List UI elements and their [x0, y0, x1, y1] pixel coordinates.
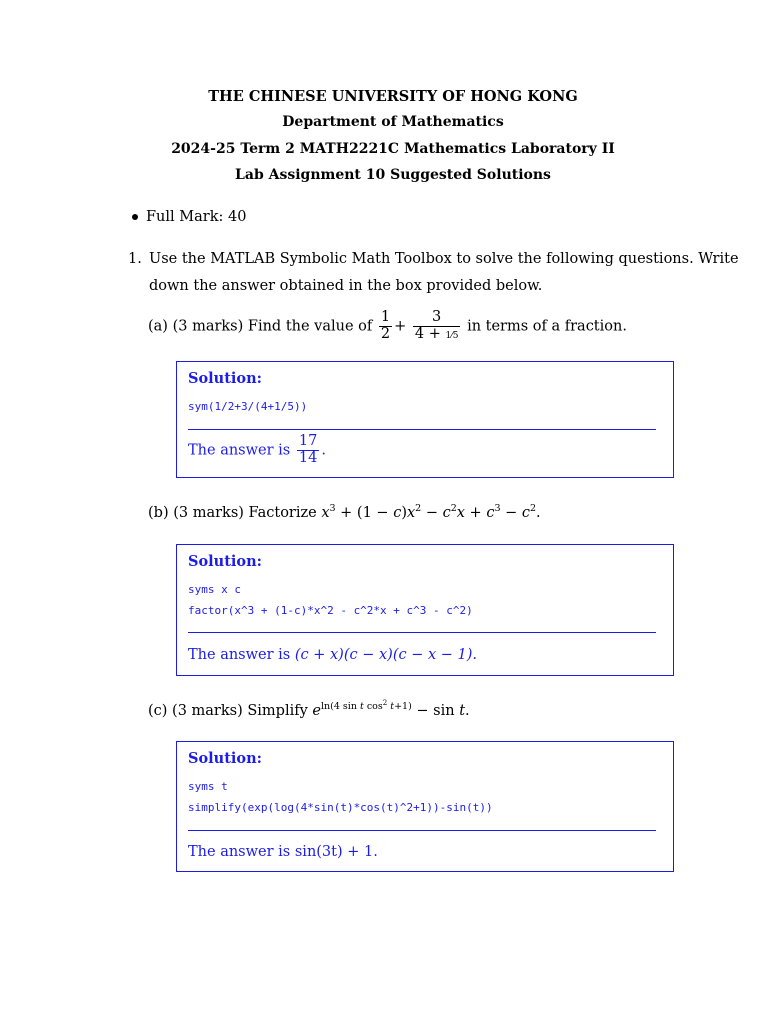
part-b-label: (b)	[148, 504, 169, 521]
code-line: sym(1/2+3/(4+1/5))	[188, 400, 308, 413]
divider	[188, 632, 656, 633]
answer-prefix: The answer is	[188, 844, 291, 860]
code-line: syms t	[188, 780, 228, 793]
part-c-prompt	[148, 699, 470, 719]
code-line: syms x c	[188, 583, 241, 596]
divider	[188, 429, 656, 430]
answer-line: The answer is $\frac{17}{14}$ .	[188, 433, 326, 466]
part-c-prompt-text: (3 marks) Simplify	[172, 702, 308, 719]
part-b-prompt	[148, 503, 541, 521]
part-b-prompt-text: (3 marks) Factorize	[173, 504, 317, 521]
answer-prefix: The answer is	[188, 442, 291, 459]
math-fraction: $\frac{1}{2}$	[380, 309, 391, 342]
solution-label: Solution:	[188, 553, 262, 570]
answer-expression: (c + x)(c − x)(c − x − 1).	[294, 647, 478, 663]
math-expression: $e^{ln(4 sin t cos^2 t+1)} - \sin t$.	[312, 699, 470, 719]
part-a-prompt-text: (3 marks) Find the value of	[172, 318, 373, 335]
department-title: Department of Mathematics	[282, 114, 504, 130]
math-expression: $x^3 + (1 - c)x^2 - c^2x + c^3 - c^2$.	[321, 503, 541, 521]
part-a-label: (a)	[148, 318, 168, 335]
answer-line	[188, 844, 378, 860]
question-number: 1.	[128, 251, 142, 267]
solution-label: Solution:	[188, 750, 262, 767]
part-a-prompt: (a) (3 marks) Find the value of $\frac{1}{2}$ + $\frac{3}{4 + 1⁄5}$ in terms of a fraction.	[148, 309, 627, 342]
math-fraction: $\frac{3}{4 + 1⁄5}$	[414, 309, 459, 342]
bullet-icon	[132, 214, 138, 220]
question-text-line2: down the answer obtained in the box provided below.	[149, 278, 543, 294]
answer-expression: sin(3t) + 1.	[294, 844, 378, 860]
part-c-label: (c)	[148, 702, 168, 719]
code-line: factor(x^3 + (1-c)*x^2 - c^2*x + c^3 - c^2)	[188, 604, 473, 617]
part-a-suffix: in terms of a fraction.	[467, 318, 627, 335]
code-line: simplify(exp(log(4*sin(t)*cos(t)^2+1))-sin(t))	[188, 801, 493, 814]
assignment-title: Lab Assignment 10 Suggested Solutions	[235, 167, 551, 183]
university-title: THE CHINESE UNIVERSITY OF HONG KONG	[208, 88, 578, 105]
solution-box-b	[176, 544, 674, 676]
answer-line	[188, 647, 477, 663]
solution-box-a	[176, 361, 674, 478]
solution-label: Solution:	[188, 370, 262, 387]
course-title: 2024-25 Term 2 MATH2221C Mathematics Laboratory II	[171, 141, 615, 157]
solution-box-c	[176, 741, 674, 872]
full-mark-text: Full Mark: 40	[146, 209, 247, 225]
answer-prefix: The answer is	[188, 647, 291, 663]
divider	[188, 830, 656, 831]
full-mark-item	[132, 209, 246, 225]
answer-fraction: $\frac{17}{14}$	[298, 433, 318, 466]
question-text-line1: Use the MATLAB Symbolic Math Toolbox to solve the following questions. Write	[149, 251, 739, 267]
